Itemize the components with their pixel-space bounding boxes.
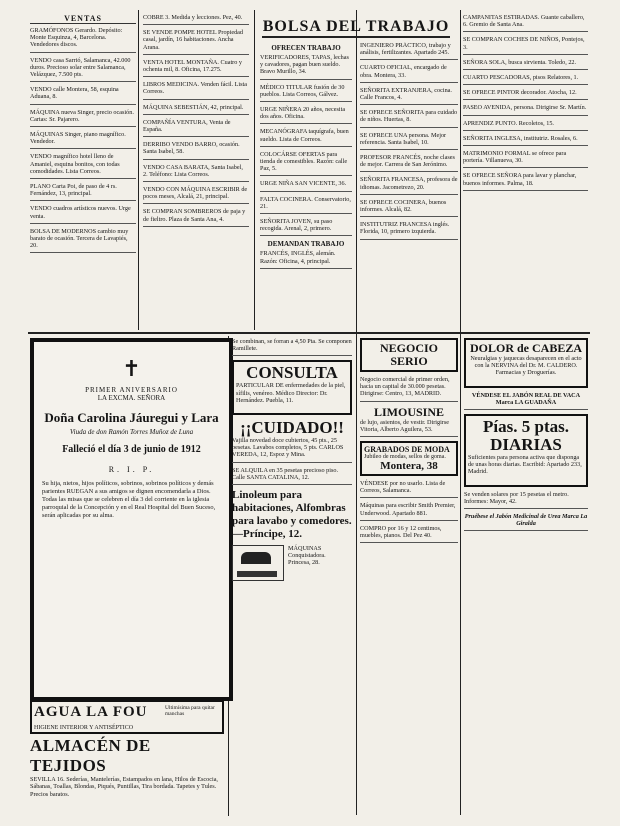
classified-ad: BOLSA DE MODERNOS cambio muy barato de ocasión. Tercera de Lavapiés, 20. [30,228,136,254]
classified-ad: VENDO magnífico hotel lleno de Amaniel, esquina bonitos, con todas comodidades. Lista Correos. [30,153,136,179]
column-rule [460,10,461,815]
job-demand: SE OFRECE COCINERA, buenos informes. Alcalá, 82. [360,199,458,217]
job-offer: VERIFICADORES, TAPAS, lechas y cavadores, pagan buen sueldo. Bravo Murillo, 34. [260,54,352,80]
classified-ad: LIBROS MEDICINA. Venden fácil. Lista Correos. [143,81,249,99]
obituary-name: Doña Carolina Jáuregui y Lara [44,410,219,425]
classified-ad: SE COMPRAN SOMBREROS de paja y de fieltro. Plaza de Santa Ana, 4. [143,208,249,226]
job-demand: SE OFRECE UNA persona. Mejor referencia. Santa Isabel, 10. [360,132,458,150]
classified-ad: CAMPANITAS ESTIRADAS. Guante caballero, 6. Gremio de Santa Ana. [463,14,588,32]
classified-ad: Se combinan, se forran a 4,50 Pta. Se componen Ramillete. [232,338,352,356]
job-demand: SEÑORITA EXTRANJERA, cocina. Calle Francos, 4. [360,87,458,105]
consulta-title: CONSULTA [246,363,338,383]
obituary-line1: PRIMER ANIVERSARIO [85,386,178,394]
almacen-body: SEVILLA 16. Sederías, Mantelerías, Estampados en lana, Hilos de Escocia, Sábanas, Toallas, Blondas, Piqués, Puntillas, Tira bordada. Tapetes y Tules. Precios baratos. [30,776,218,798]
compro-ad: COMPRO por 16 y 12 centimos, muebles, pianos. Del Pez 40. [360,525,458,543]
plazas-ad [464,414,588,487]
classified-ad: VENTA HOTEL MONTAÑA. Cuatro y ochenta mil, 8. Oficina, 17.275. [143,59,249,77]
agua-side: Ultimísima para quitar manchas [165,705,215,717]
classified-ad: APRENDIZ PUNTO. Recoletos, 15. [463,120,588,131]
dolor-ad [464,338,588,388]
pruebe-ad: Pruébese el Jabón Medicinal de Urea Marca La Giralda [464,513,588,531]
dolor-body: Neuralgias y jaquecas desaparecen en el acto con la NERVINA del Dr. M. CALDERO. Farmacias y Droguerías. [470,355,582,377]
classified-ad: MÁQUINA nueva Singer, precio ocasión. Cartas: Sr. Pajarero. [30,109,136,127]
almacen-ad [30,736,220,816]
grabados-body: Jubileo de modas, sellos de goma. [364,454,446,461]
classified-ad: VENDO calle Montera, 58, esquina Aduana, 8. [30,86,136,104]
limousine-title: LIMOUSINE [373,404,444,419]
job-demand: PROFESOR FRANCÉS, noche clases de mejor. Carrera de San Jerónimo. [360,154,458,172]
classified-ad: SEÑORA SOLA, busca sirvienta. Toledo, 22. [463,59,588,70]
job-offer: SEÑORITA JOVEN, su paso recogida. Arenal, 2, primero. [260,218,352,236]
venden-ad: Se venden solares por 15 pesetas el metro. Informes: Mayor, 42. [464,491,588,509]
consulta-body: PARTICULAR DE enfermedades de la piel, sífilis, venéreo. Médico Director: Dr. Hernández. Puebla, 11. [236,382,346,404]
maquinas-ad: MÁQUINAS Conquistadora. Princesa, 28. [288,545,326,567]
middle-column-4 [464,338,588,818]
limousine-body: de lujo, asientos, de vestir. Dirigirse Vitoria, Alberto Aguilera, 53. [360,419,458,437]
job-offer: MÉDICO TITULAR fusión de 30 pueblos. Lista Correos, Gálvez. [260,84,352,102]
classified-ad: SE COMPRAN COCHES DE NIÑOS, Pontejos, 3. [463,36,588,54]
job-demand: INSTITUTRIZ FRANCESA inglés. Florida, 10, primero izquierda. [360,221,458,239]
classified-ad: COBRE 3. Medida y lecciones. Pez, 40. [143,14,249,25]
classified-ad: VENDO CASA BARATA, Santa Isabel, 2. Teléfono: Lista Correos. [143,164,249,182]
obituary-widow: Viuda de don Ramón Torres Muñoz de Luna [69,428,194,436]
job-offer: MECANÓGRAFA taquígrafa, buen sueldo. Lista de Correos. [260,128,352,146]
job-demand: INGENIERO PRÁCTICO, trabajo y análisis, fertilizantes. Apartado 245. [360,42,458,60]
job-offer: URGE NIÑA SAN VICENTE, 36. [260,180,352,191]
classified-ad: VENDO casa Sarrió, Salamanca, 42.000 duros. Precioso solar entre Salamanca, Velázquez, 7.500 pts. [30,57,136,83]
ventas-header: VENTAS [30,14,136,24]
alquila-ad: SE ALQUILA en 35 pesetas precioso piso. Calle SANTA CATALINA, 12. [232,467,352,485]
ventas-column-2 [143,14,249,330]
job-demand: CUARTO OFICIAL, encargado de obra. Montera, 33. [360,64,458,82]
job-offer: FRANCÉS, INGLÉS, alemán. Razón: Oficina, 4, principal. [260,250,352,268]
job-offer: URGE NIÑERA 20 años, necesita dos años. Oficina. [260,106,352,124]
negocio-ad [360,338,458,372]
agua-title: AGUA LA FOU [34,704,148,720]
obituary-notice [30,338,233,701]
vendese-ad: VÉNDESE por no usarlo. Lista de Correos, Salamanca. [360,480,458,498]
job-offer: COLOCÁRSE OFERTAS para tienda de comestibles. Razón: calle Paz, 5. [260,151,352,177]
grabados-title: GRABADOS DE MODA [364,445,450,455]
cross-icon: ✝ [122,356,141,381]
bolsa-ofertas-column [260,42,352,332]
classified-ad: PLANO Carta Poi, de paso de 4 rs. Fernández, 13, principal. [30,183,136,201]
classified-ad: MÁQUINA SEBESTIÁN, 42, principal. [143,104,249,115]
ventas-column [30,14,136,257]
obituary-died: Falleció el día 3 de junio de 1912 [62,444,201,455]
classified-ad: GRAMÓFONOS Gerardo. Depósito: Monte Esquinza, 4, Barcelona. Vendedores discos. [30,27,136,53]
plazas-title: Pías. 5 ptas. DIARIAS [483,417,569,455]
classified-ad: MATRIMONIO FORMAL se ofrece para portería. Villanueva, 30. [463,150,588,168]
grabados-address: Montera, 38 [380,460,438,473]
classified-ad: SE VENDE POMPE HOTEL Propiedad casal, jardín, 16 habitaciones. Ancha Arana. [143,29,249,55]
classified-ad: VENDO CON MÁQUINA ESCRIBIR de pocos meses, Alcalá, 21, principal. [143,186,249,204]
classified-ad: COMPAÑÍA VENTURA, Venta de España. [143,119,249,137]
ofertas-header: OFRECEN TRABAJO [271,44,341,52]
classified-ad: SEÑORITA INGLESA, institutriz. Rosales, 6. [463,135,588,146]
demandas-header: DEMANDAN TRABAJO [267,240,345,249]
classified-ad: SE OFRECE PINTOR decorador. Atocha, 12. [463,89,588,100]
obituary-text: Su hija, nietos, hijos políticos, sobrinos, sobrinos políticos y demás parientes RUEGAN a sus amigos se dignen encomendarla a Dios. Todas las misas que se celebren el día 3 del corriente en la iglesia parroquial de la Concepción y en el Real Hospital del Buen Suceso, serán aplicadas por su alma. [42,480,216,519]
classified-ad: PASEO AVENIDA, persona. Dirigirse Sr. Martín. [463,104,588,115]
consulta-ad [232,360,352,415]
column-rule [356,10,357,815]
agua-under: HIGIENE INTERIOR Y ANTISÉPTICO [34,725,134,731]
plazas-body: Suficientes para persona activa que disponga de unas horas diarias. Escribid: Apartado 233, Madrid. [468,454,582,476]
middle-column-2 [232,338,352,818]
column-rule [254,10,255,330]
classified-ad: SE OFRECE SEÑORA para lavar y planchar, buenos informes. Palma, 18. [463,172,588,190]
job-demand: SEÑORITA FRANCESA, profesora de idiomas. Jacometrezo, 20. [360,176,458,194]
jabon-ad: VÉNDESE EL JABÓN REAL DE VACA Marca LA GUADAÑA [464,392,588,410]
column-5 [463,14,588,330]
maquinas-ad: Máquinas para escribir Smith Premier, Underwood. Apartado 881. [360,502,458,520]
horizontal-rule [28,332,590,334]
agua-ad [30,700,224,734]
grabados-ad [360,441,458,476]
linoleum-ad: Linoleum para habitaciones, Alfombras para lavabo y comedores.—Príncipe, 12. [232,489,352,541]
bolsa-demandas-column [360,42,458,332]
cuidado-body: Vajilla novedad doce cubiertos, 45 pts., 25 pesetas. Lavabos completos, 5 pts. CARLOS VEREDA, 12, Espoz y Mina. [232,437,352,463]
almacen-title: ALMACÉN DE TEJIDOS [30,736,151,775]
classified-ad: VENDO cuadros artísticos nuevos. Urge venta. [30,205,136,223]
obituary-line2: LA EXCMA. SEÑORA [97,394,166,402]
bolsa-title: BOLSA DEL TRABAJO [262,18,450,38]
dolor-title: DOLOR de CABEZA [469,341,582,355]
negocio-title: NEGOCIO SERIO [379,341,438,368]
classified-ad: MÁQUINAS Singer, piano magnífico. Vendedor. [30,131,136,149]
classified-ad: CUARTO PESCADORAS, pisos Relatores, 1. [463,74,588,85]
negocio-body: Negocio comercial de primer orden, hacia un capital de 30.000 pesetas. Dirigirse: Centro, 13, MADRID. [360,376,458,402]
job-offer: FALTA COCINERA. Conservatorio, 21. [260,196,352,214]
obituary-rip: R. I. P. [108,465,155,474]
column-rule [138,10,139,330]
sewing-machine-icon [232,545,284,581]
classified-ad: DERRIBO VENDO BARRO, ocasión. Santa Isabel, 58. [143,141,249,159]
cuidado-title: ¡¡CUIDADO!! [240,418,344,438]
job-demand: SE OFRECE SEÑORITA para cuidado de niños. Huertas, 8. [360,109,458,127]
middle-column-3 [360,338,458,818]
